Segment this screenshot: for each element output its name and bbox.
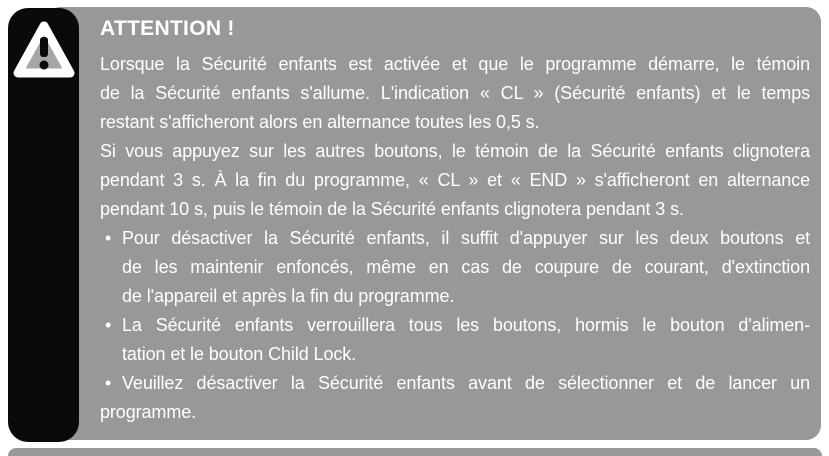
paragraph-line: Lorsque la Sécurité enfants est activée et que le programme démarre, le témoin bbox=[100, 54, 810, 74]
paragraph-line: restant s'afficheront alors en alternance toutes les 0,5 s. bbox=[100, 112, 540, 132]
bullet-text-outdented: programme. bbox=[100, 402, 197, 422]
paragraph-line: pendant 10 s, puis le témoin de la Sécurité enfants clignotera pendant 3 s. bbox=[100, 199, 684, 219]
bullet-item bbox=[100, 369, 810, 398]
bullet-dot: • bbox=[105, 315, 112, 335]
notice-body bbox=[100, 50, 810, 427]
bullet-item-continuation bbox=[100, 253, 810, 282]
notice-content bbox=[100, 16, 810, 427]
paragraph-line: pendant 3 s. À la fin du programme, « CL » et « END » s'afficheront en alternance bbox=[100, 170, 810, 190]
bullet-item-continuation bbox=[100, 340, 810, 369]
bullet-dot: • bbox=[105, 228, 112, 248]
bullet-item-continuation bbox=[100, 282, 810, 311]
bullet-indent-spacer bbox=[100, 282, 122, 311]
warning-icon-column bbox=[8, 8, 79, 442]
bullet-indent-spacer bbox=[100, 340, 122, 369]
bullet-text: La Sécurité enfants verrouillera tous les boutons, hormis le bouton d'alimen- bbox=[122, 315, 810, 335]
notice-title: ATTENTION ! bbox=[100, 17, 235, 40]
bullet-indent-spacer bbox=[100, 253, 122, 282]
paragraph-line: de la Sécurité enfants s'allume. L'indication « CL » (Sécurité enfants) et le temps bbox=[100, 83, 810, 103]
bullet-text: Pour désactiver la Sécurité enfants, il suffit d'appuyer sur les deux boutons et bbox=[122, 228, 810, 248]
bullet-item bbox=[100, 224, 810, 253]
next-section-top-edge bbox=[8, 448, 822, 456]
warning-triangle-icon bbox=[12, 20, 76, 80]
attention-notice-panel bbox=[46, 7, 821, 440]
bullet-text: Veuillez désactiver la Sécurité enfants avant de sélectionner et de lancer un bbox=[122, 373, 810, 393]
bullet-text: de l'appareil et après la fin du programme. bbox=[122, 286, 455, 306]
paragraph-line: Si vous appuyez sur les autres boutons, le témoin de la Sécurité enfants clignotera bbox=[100, 141, 810, 161]
bullet-item bbox=[100, 311, 810, 340]
bullet-dot: • bbox=[105, 373, 112, 393]
bullet-text: tation et le bouton Child Lock. bbox=[122, 344, 357, 364]
bullet-text: de les maintenir enfoncés, même en cas de coupure de courant, d'extinction bbox=[122, 257, 810, 277]
